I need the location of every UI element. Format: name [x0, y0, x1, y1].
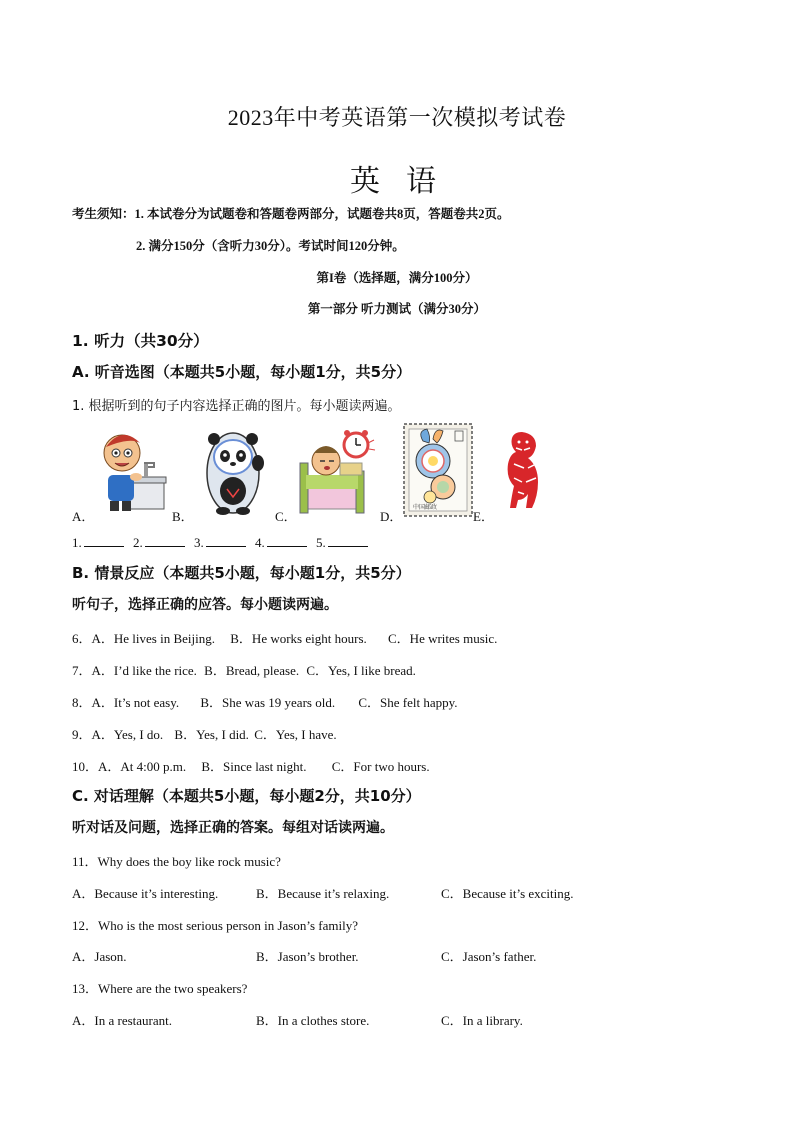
answer-blank-4[interactable] [267, 536, 307, 547]
picture-label-b: B． [172, 509, 194, 524]
option-a[interactable]: A．I’d like the rice. [91, 663, 197, 678]
sleepy-boy-alarm-clock-image [296, 423, 376, 517]
question-9 [72, 724, 337, 743]
option-a[interactable]: A．He lives in Beijing. [91, 631, 216, 646]
section-b-instruction: 听句子，选择正确的应答。每小题读两遍。 [72, 597, 338, 613]
picture-label-c: C． [275, 509, 297, 524]
volume-heading: 第I卷（选择题，满分100分） [316, 271, 478, 285]
option-b[interactable]: B．She was 19 years old. [200, 695, 336, 710]
option-b[interactable]: B．Bread, please. [204, 663, 300, 678]
option-b[interactable]: B．Yes, I did. [174, 727, 249, 742]
section-heading: 1. 听力（共30分） [72, 332, 209, 350]
question-11-stem: 11．Why does the boy like rock music? [72, 854, 281, 869]
tiger-papercut-image [498, 428, 546, 514]
question-7 [72, 660, 416, 679]
section-c-instruction: 听对话及问题，选择正确的答案。每组对话读两遍。 [72, 820, 394, 836]
picture-label-d: D． [380, 509, 403, 524]
picture-label-a: A． [72, 509, 95, 524]
svg-text:中国邮政: 中国邮政 [413, 504, 438, 511]
question-number: 6． [72, 631, 92, 646]
question-13-stem: 13．Where are the two speakers? [72, 981, 248, 996]
section-a-heading: A. 听音选图（本题共5小题，每小题1分，共5分） [72, 363, 412, 381]
blank-label-1: 1. [72, 535, 82, 550]
option-b[interactable]: B．He works eight hours. [230, 631, 367, 646]
picture-label-e: E． [473, 509, 494, 524]
answer-blank-1[interactable] [84, 536, 124, 547]
question-12-stem: 12．Who is the most serious person in Jason’s family? [72, 918, 358, 933]
question-11-option-a[interactable]: A．Because it’s interesting. [72, 886, 219, 901]
question-8 [72, 692, 458, 711]
notice-line-2: 2. 满分150分（含听力30分）。考试时间120分钟。 [136, 239, 405, 253]
question-11-option-b[interactable]: B．Because it’s relaxing. [256, 886, 390, 901]
option-c[interactable]: C．Yes, I have. [254, 727, 337, 742]
answer-blank-5[interactable] [328, 536, 368, 547]
question-number: 9． [72, 727, 92, 742]
option-c[interactable]: C．Yes, I like bread. [306, 663, 416, 678]
rabbit-stamp-image [403, 423, 473, 517]
answer-blank-2[interactable] [145, 536, 185, 547]
blank-label-5: 5. [316, 535, 326, 550]
question-number: 8． [72, 695, 92, 710]
option-c[interactable]: C．He writes music. [388, 631, 498, 646]
question-12-option-a[interactable]: A．Jason. [72, 949, 127, 964]
question-6 [72, 628, 497, 647]
panda-mascot-image [200, 423, 266, 515]
notice-line-1: 考生须知：1. 本试卷分为试题卷和答题卷两部分，试题卷共8页，答题卷共2页。 [72, 207, 510, 221]
question-13-option-b[interactable]: B．In a clothes store. [256, 1013, 370, 1028]
question-10 [72, 756, 430, 775]
section-a-instruction: 1. 根据听到的句子内容选择正确的图片。每小题读两遍。 [72, 399, 401, 414]
blank-label-2: 2. [133, 535, 143, 550]
answer-blank-3[interactable] [206, 536, 246, 547]
question-12-option-b[interactable]: B．Jason’s brother. [256, 949, 359, 964]
part-heading: 第一部分 听力测试（满分30分） [307, 302, 487, 316]
option-a[interactable]: A．Yes, I do. [91, 727, 164, 742]
question-number: 10． [72, 759, 99, 774]
answer-blanks [72, 535, 374, 551]
boy-washing-hands-image [100, 423, 168, 513]
option-c[interactable]: C．She felt happy. [358, 695, 458, 710]
section-c-heading: C. 对话理解（本题共5小题，每小题2分，共10分） [72, 787, 421, 805]
section-b-heading: B. 情景反应（本题共5小题，每小题1分，共5分） [72, 564, 411, 582]
option-c[interactable]: C．For two hours. [331, 759, 430, 774]
subject-title: 英语 [350, 165, 462, 198]
blank-label-4: 4. [255, 535, 265, 550]
question-12-option-c[interactable]: C．Jason’s father. [441, 949, 537, 964]
exam-title: 2023年中考英语第一次模拟考试卷 [227, 105, 567, 130]
question-13-option-c[interactable]: C．In a library. [441, 1013, 523, 1028]
option-a[interactable]: A．At 4:00 p.m. [98, 759, 187, 774]
question-13-option-a[interactable]: A．In a restaurant. [72, 1013, 172, 1028]
option-a[interactable]: A．It’s not easy. [91, 695, 180, 710]
question-11-option-c[interactable]: C．Because it’s exciting. [441, 886, 574, 901]
option-b[interactable]: B．Since last night. [201, 759, 307, 774]
question-number: 7． [72, 663, 92, 678]
blank-label-3: 3. [194, 535, 204, 550]
